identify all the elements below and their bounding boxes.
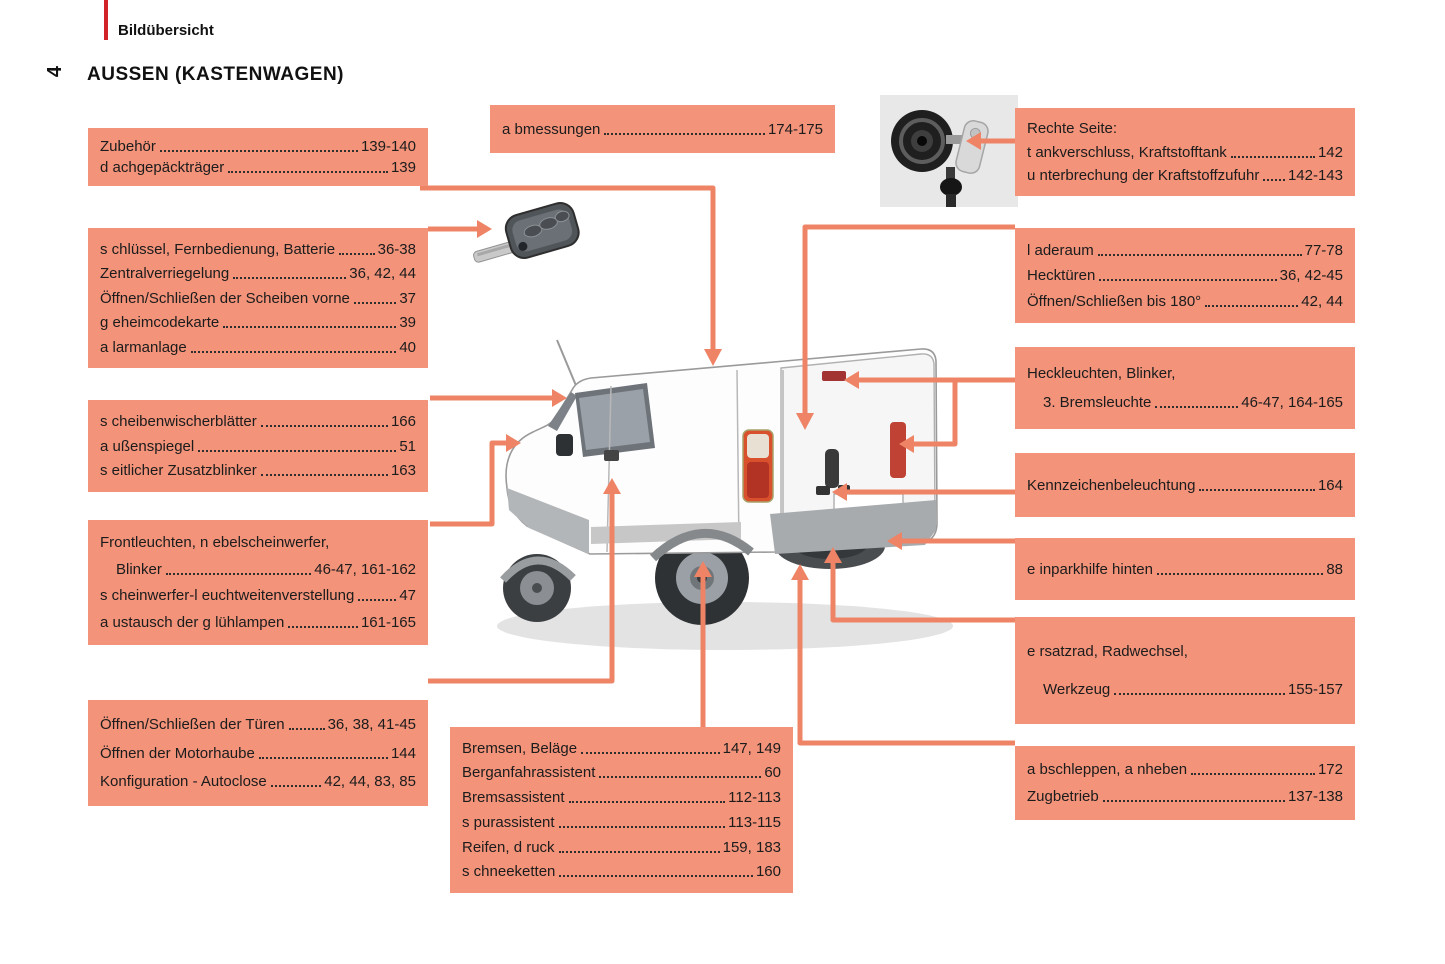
connector-heck-taillight <box>912 380 955 444</box>
index-row: e inparkhilfe hinten 88 <box>1027 560 1343 578</box>
connector-laderaum-reardoor <box>805 227 1015 415</box>
index-row: Zugbetrieb 137-138 <box>1027 788 1343 805</box>
index-row: a ußenspiegel 51 <box>100 437 416 455</box>
index-row: s chneeketten 160 <box>462 863 781 881</box>
index-row: a bschleppen, a nheben 172 <box>1027 761 1343 778</box>
index-row: s cheibenwischerblätter 166 <box>100 412 416 430</box>
index-row: Öffnen/Schließen der Türen 36, 38, 41-45 <box>100 716 416 734</box>
connector-zubehoer-roof <box>420 188 713 351</box>
arrowhead-windshield <box>552 389 567 407</box>
index-row: s cheinwerfer-l euchtweitenverstellung 47 <box>100 587 416 605</box>
index-row: Öffnen/Schließen bis 180° 42, 44 <box>1027 292 1343 310</box>
index-row: l aderaum 77-78 <box>1027 241 1343 259</box>
index-row: s chlüssel, Fernbedienung, Batterie 36-38 <box>100 240 416 258</box>
index-row: Zentralverriegelung 36, 42, 44 <box>100 265 416 282</box>
page-title: AUSSEN (KASTENWAGEN) <box>87 64 345 85</box>
index-row: Berganfahrassistent 60 <box>462 764 781 782</box>
index-row: a larmanlage 40 <box>100 338 416 356</box>
index-row: Heckleuchten, Blinker, <box>1027 364 1176 382</box>
callout-box-kennzeichen <box>1015 453 1355 517</box>
callout-box-bremsen <box>450 727 793 893</box>
connector-ersatzrad-spare <box>833 561 1015 620</box>
arrowhead-spare <box>824 547 842 563</box>
callout-box-ersatzrad <box>1015 617 1355 724</box>
connector-front-headlight <box>430 443 508 524</box>
callout-box-wischer <box>88 400 428 492</box>
index-row: Frontleuchten, n ebelscheinwerfer, <box>100 534 330 552</box>
callout-box-einparkhilfe <box>1015 538 1355 600</box>
index-row: Bremsen, Beläge 147, 149 <box>462 739 781 757</box>
index-row: d achgepäckträger 139 <box>100 159 416 177</box>
index-row: Rechte Seite: <box>1027 119 1118 137</box>
index-row: Hecktüren 36, 42-45 <box>1027 267 1343 284</box>
arrowhead-brakelight <box>844 371 859 389</box>
arrowhead-key <box>477 220 492 238</box>
callout-box-abschleppen <box>1015 746 1355 820</box>
index-row: u nterbrechung der Kraftstoffzufuhr 142-143 <box>1027 167 1343 185</box>
index-row: Konfiguration - Autoclose 42, 44, 83, 85 <box>100 772 416 790</box>
arrowhead-wheel <box>694 561 712 577</box>
callout-box-tueren <box>88 700 428 806</box>
callout-box-rechte-seite <box>1015 108 1355 196</box>
index-row: a bmessungen 174-175 <box>502 120 823 138</box>
index-row: 3. Bremsleuchte 46-47, 164-165 <box>1043 394 1343 412</box>
callout-box-heckleuchten <box>1015 347 1355 429</box>
arrowhead-fuelcap <box>966 132 981 150</box>
index-row: Werkzeug 155-157 <box>1043 681 1343 698</box>
index-row: Öffnen/Schließen der Scheiben vorne 37 <box>100 289 416 307</box>
index-row: Blinker 46-47, 161-162 <box>116 560 416 578</box>
index-row: g eheimcodekarte 39 <box>100 314 416 331</box>
index-row: s eitlicher Zusatzblinker 163 <box>100 462 416 480</box>
chapter-label: Bildübersicht <box>118 22 214 39</box>
callout-box-schluessel <box>88 228 428 368</box>
index-row: Reifen, d ruck 159, 183 <box>462 838 781 856</box>
index-row: t ankverschluss, Kraftstofftank 142 <box>1027 143 1343 161</box>
arrowhead-towing <box>791 564 809 580</box>
arrowhead-door-handle <box>603 478 621 494</box>
arrowhead-plate <box>832 483 847 501</box>
index-row: a ustausch der g lühlampen 161-165 <box>100 613 416 631</box>
connector-tueren-door <box>428 492 612 681</box>
index-row: Bremsassistent 112-113 <box>462 789 781 807</box>
arrowhead-headlight <box>506 434 521 452</box>
arrowhead-roof <box>704 349 722 366</box>
arrowhead-taillight <box>899 435 914 453</box>
index-row: e rsatzrad, Radwechsel, <box>1027 643 1188 660</box>
index-row: Öffnen der Motorhaube 144 <box>100 744 416 762</box>
arrowhead-bumper <box>887 532 902 550</box>
callout-box-abmessungen <box>490 105 835 153</box>
arrowhead-reardoor <box>796 413 814 430</box>
callout-box-laderaum <box>1015 228 1355 323</box>
index-row: Zubehör 139-140 <box>100 137 416 155</box>
callout-box-frontleuchten <box>88 520 428 645</box>
page-number: 4 <box>44 65 67 78</box>
callout-box-zubehoer <box>88 128 428 186</box>
index-row: s purassistent 113-115 <box>462 813 781 831</box>
index-row: Kennzeichenbeleuchtung 164 <box>1027 476 1343 494</box>
